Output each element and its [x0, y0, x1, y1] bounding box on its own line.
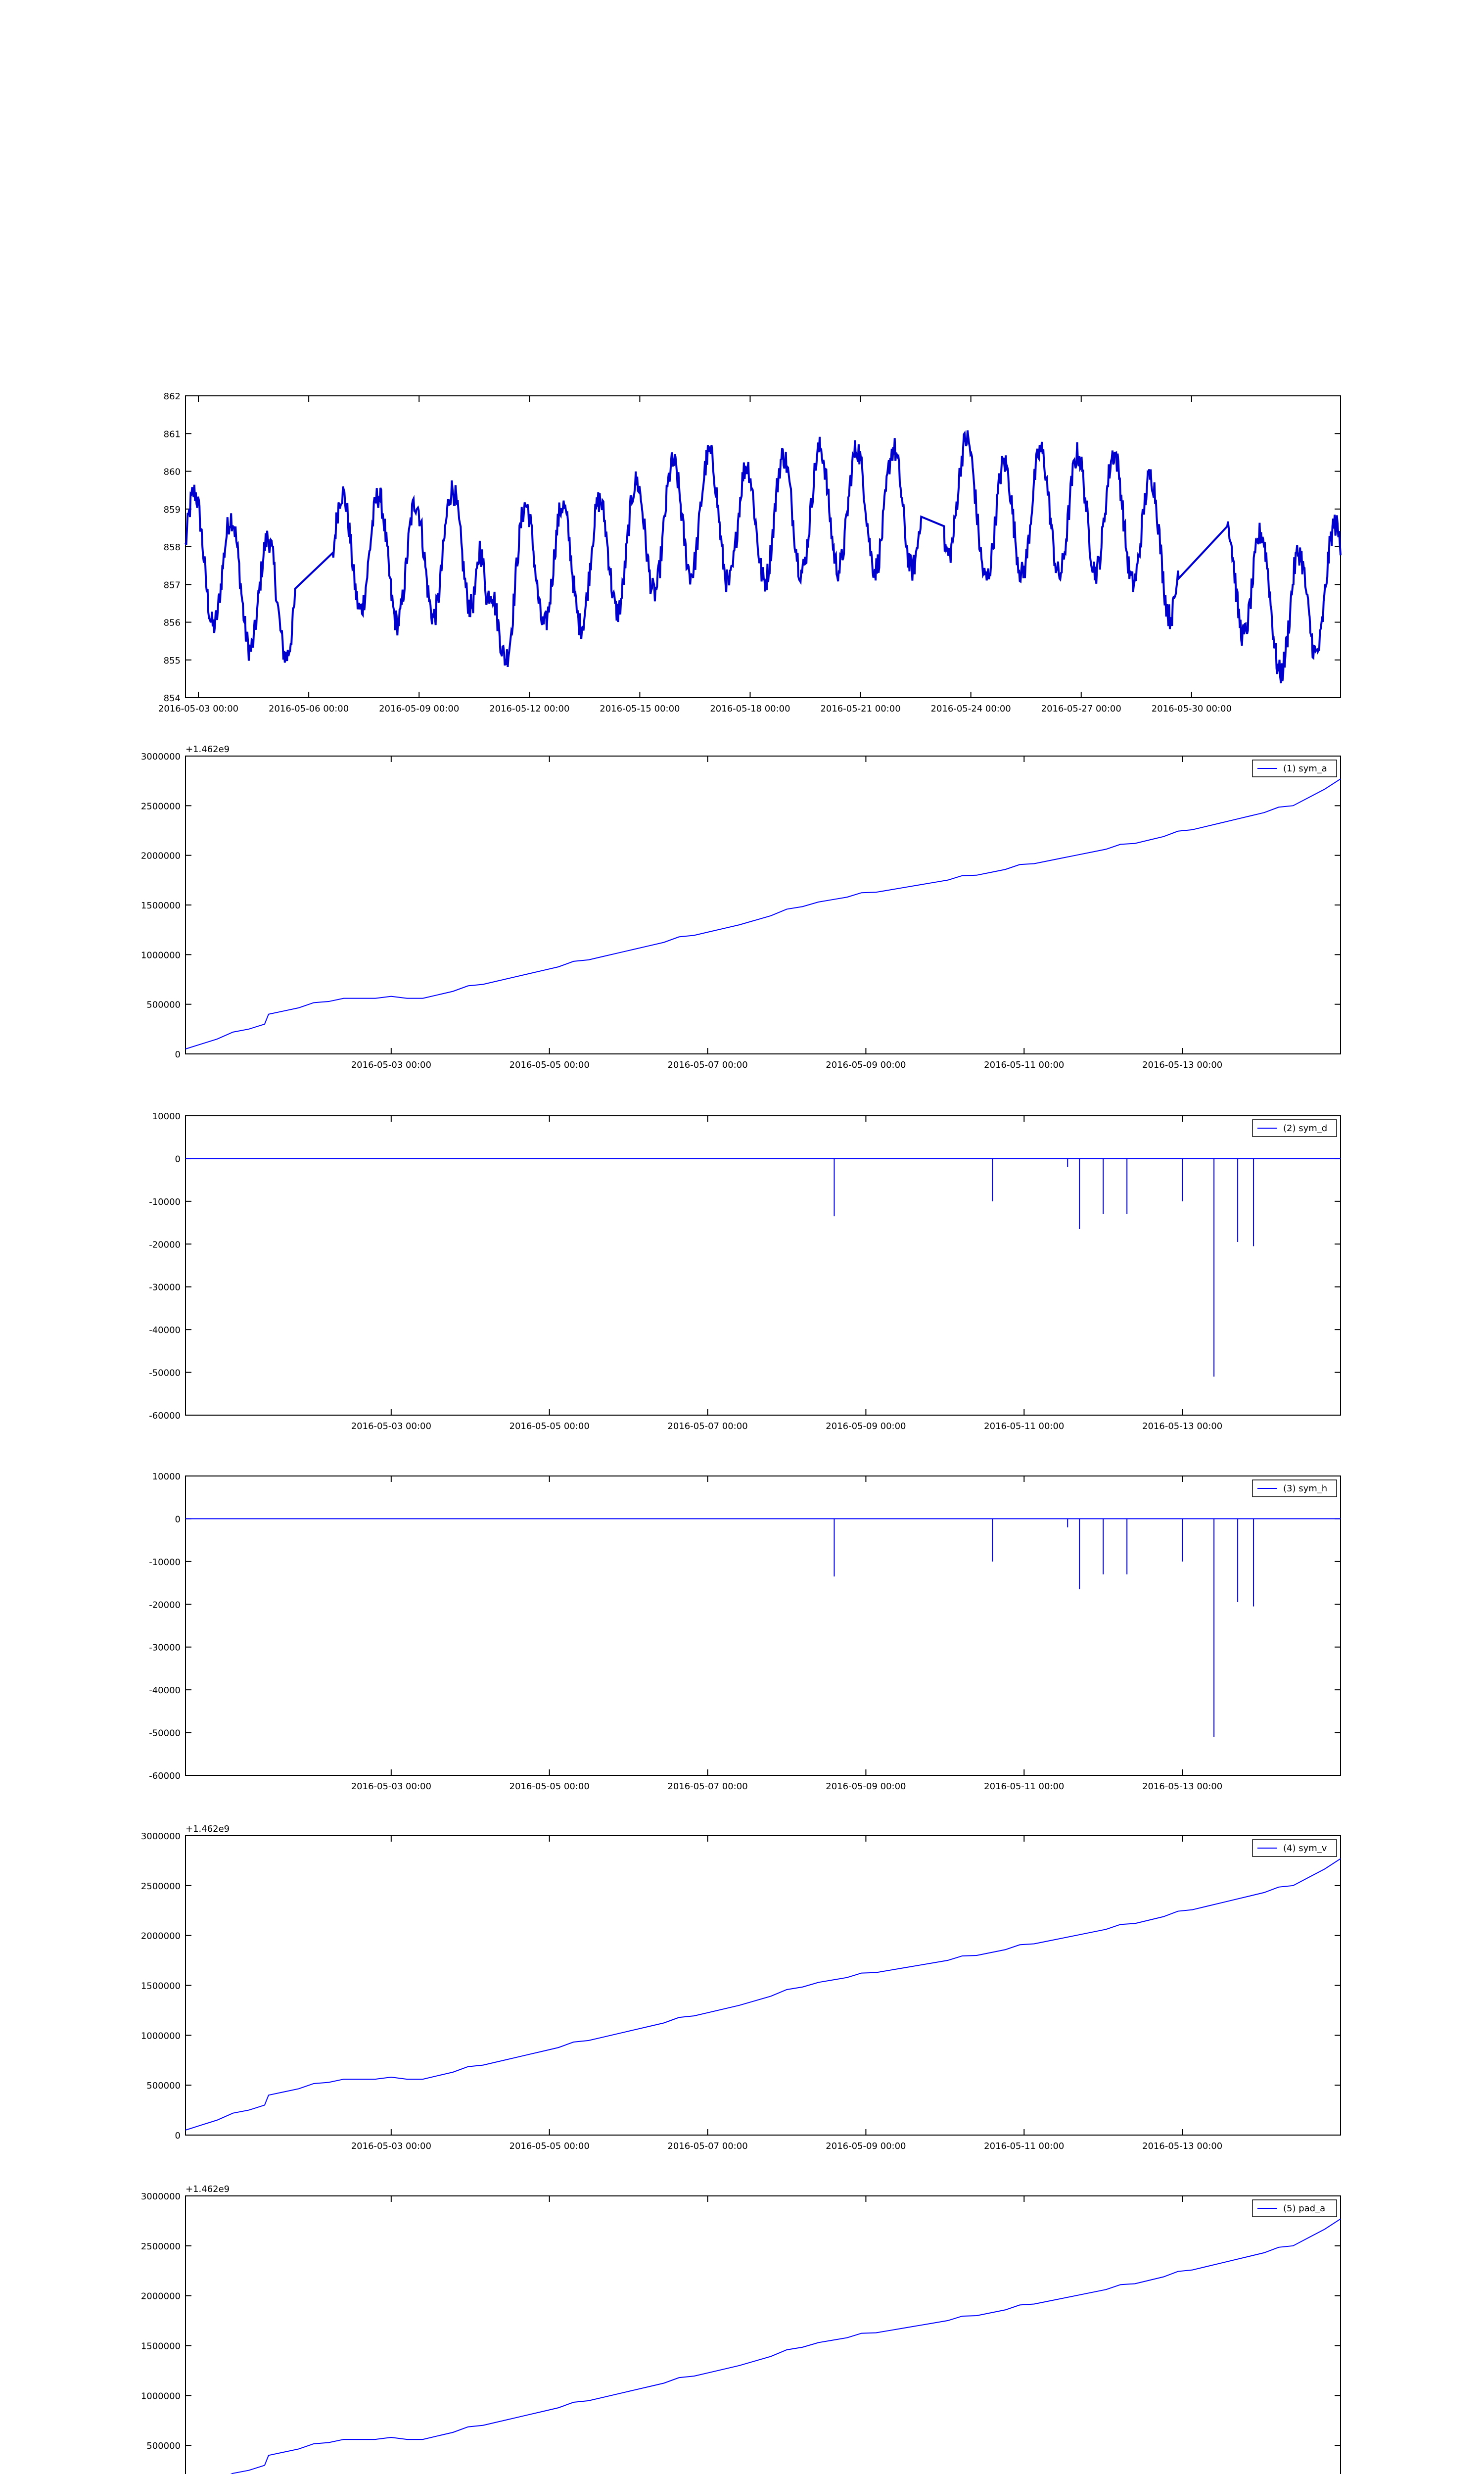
x-tick-label: 2016-05-11 00:00 [984, 1060, 1065, 1070]
y-tick-label: 3000000 [140, 1831, 181, 1842]
y-tick-label: 858 [163, 542, 181, 553]
y-tick-label: -50000 [149, 1368, 181, 1379]
x-tick-label: 2016-05-05 00:00 [509, 2141, 590, 2151]
x-tick-label: 2016-05-18 00:00 [710, 704, 790, 714]
y-tick-label: -60000 [149, 1411, 181, 1421]
y-tick-label: -10000 [149, 1557, 181, 1568]
x-tick-label: 2016-05-07 00:00 [667, 1781, 748, 1792]
legend-label: (2) sym_d [1283, 1123, 1328, 1134]
y-tick-label: 1500000 [140, 1981, 181, 1992]
x-tick-label: 2016-05-05 00:00 [509, 1781, 590, 1792]
y-tick-label: 862 [163, 391, 181, 402]
legend-label: (3) sym_h [1283, 1483, 1328, 1494]
x-tick-label: 2016-05-07 00:00 [667, 1421, 748, 1431]
chart-panel-5 [141, 1824, 1341, 2151]
y-tick-label: 1000000 [140, 2031, 181, 2042]
y-tick-label: 2500000 [140, 801, 181, 812]
x-tick-label: 2016-05-30 00:00 [1151, 704, 1232, 714]
plot-frame [186, 1836, 1341, 2135]
axis-offset-label: +1.462e9 [186, 744, 230, 755]
legend-label: (1) sym_a [1283, 763, 1327, 774]
y-tick-label: 0 [175, 2131, 181, 2141]
y-tick-label: 3000000 [140, 752, 181, 762]
y-tick-label: 2000000 [140, 851, 181, 861]
x-tick-label: 2016-05-27 00:00 [1041, 704, 1121, 714]
y-tick-label: 0 [175, 1514, 181, 1525]
chart-panel-2 [141, 744, 1341, 1070]
y-tick-label: 2500000 [140, 2241, 181, 2252]
x-tick-label: 2016-05-13 00:00 [1142, 1060, 1223, 1070]
y-tick-label: 854 [163, 693, 181, 704]
y-tick-label: -20000 [149, 1239, 181, 1250]
chart-panel-6 [141, 2184, 1341, 2474]
axis-offset-label: +1.462e9 [186, 1824, 230, 1834]
plot-frame [186, 1116, 1341, 1415]
x-tick-label: 2016-05-09 00:00 [826, 1421, 906, 1431]
x-tick-label: 2016-05-05 00:00 [509, 1060, 590, 1070]
x-tick-label: 2016-05-09 00:00 [826, 2141, 906, 2151]
y-tick-label: 10000 [152, 1111, 181, 1122]
plot-frame [186, 2196, 1341, 2474]
series-line [186, 2219, 1341, 2474]
y-tick-label: 856 [163, 618, 181, 628]
y-tick-label: -20000 [149, 1600, 181, 1611]
y-tick-label: 1000000 [140, 950, 181, 961]
x-tick-label: 2016-05-03 00:00 [351, 1060, 431, 1070]
x-tick-label: 2016-05-12 00:00 [489, 704, 570, 714]
x-tick-label: 2016-05-03 00:00 [351, 1781, 431, 1792]
x-tick-label: 2016-05-05 00:00 [509, 1421, 590, 1431]
x-tick-label: 2016-05-03 00:00 [351, 2141, 431, 2151]
y-tick-label: -60000 [149, 1771, 181, 1781]
y-tick-label: 0 [175, 1049, 181, 1060]
y-tick-label: 1500000 [140, 901, 181, 911]
x-tick-label: 2016-05-03 00:00 [158, 704, 239, 714]
y-tick-label: 500000 [146, 2441, 181, 2452]
chart-panel-1 [158, 391, 1341, 714]
x-tick-label: 2016-05-03 00:00 [351, 1421, 431, 1431]
x-tick-label: 2016-05-24 00:00 [930, 704, 1011, 714]
y-tick-label: -50000 [149, 1728, 181, 1739]
series-line [186, 779, 1341, 1049]
y-tick-label: 0 [175, 1154, 181, 1165]
x-tick-label: 2016-05-13 00:00 [1142, 2141, 1223, 2151]
x-tick-label: 2016-05-11 00:00 [984, 1421, 1065, 1431]
plot-frame [186, 1476, 1341, 1775]
y-tick-label: -30000 [149, 1642, 181, 1653]
plot-frame [186, 396, 1341, 698]
series-line [186, 1858, 1341, 2130]
y-tick-label: -10000 [149, 1196, 181, 1207]
y-tick-label: 500000 [146, 999, 181, 1010]
y-tick-label: 860 [163, 467, 181, 477]
series-line [186, 430, 1341, 683]
y-tick-label: -30000 [149, 1282, 181, 1293]
y-tick-label: 2000000 [140, 2291, 181, 2302]
x-tick-label: 2016-05-13 00:00 [1142, 1421, 1223, 1431]
y-tick-label: 1500000 [140, 2341, 181, 2352]
x-tick-label: 2016-05-11 00:00 [984, 1781, 1065, 1792]
y-tick-label: 861 [163, 429, 181, 440]
x-tick-label: 2016-05-13 00:00 [1142, 1781, 1223, 1792]
x-tick-label: 2016-05-07 00:00 [667, 1060, 748, 1070]
x-tick-label: 2016-05-21 00:00 [820, 704, 901, 714]
x-tick-label: 2016-05-11 00:00 [984, 2141, 1065, 2151]
x-tick-label: 2016-05-09 00:00 [826, 1781, 906, 1792]
y-tick-label: 2500000 [140, 1881, 181, 1892]
x-tick-label: 2016-05-06 00:00 [269, 704, 349, 714]
y-tick-label: -40000 [149, 1685, 181, 1696]
y-tick-label: 500000 [146, 2081, 181, 2092]
y-tick-label: 857 [163, 580, 181, 591]
x-tick-label: 2016-05-09 00:00 [379, 704, 460, 714]
y-tick-label: 859 [163, 504, 181, 515]
y-tick-label: 855 [163, 655, 181, 666]
legend-label: (4) sym_v [1283, 1843, 1327, 1854]
plot-frame [186, 756, 1341, 1054]
x-tick-label: 2016-05-15 00:00 [600, 704, 680, 714]
y-tick-label: 3000000 [140, 2191, 181, 2202]
x-tick-label: 2016-05-07 00:00 [667, 2141, 748, 2151]
axis-offset-label: +1.462e9 [186, 2184, 230, 2194]
y-tick-label: -40000 [149, 1325, 181, 1336]
legend-label: (5) pad_a [1283, 2203, 1326, 2214]
y-tick-label: 10000 [152, 1472, 181, 1482]
x-tick-label: 2016-05-09 00:00 [826, 1060, 906, 1070]
y-tick-label: 1000000 [140, 2391, 181, 2402]
chart-panel-4 [149, 1472, 1341, 1792]
chart-panel-3 [149, 1111, 1341, 1431]
y-tick-label: 2000000 [140, 1931, 181, 1942]
